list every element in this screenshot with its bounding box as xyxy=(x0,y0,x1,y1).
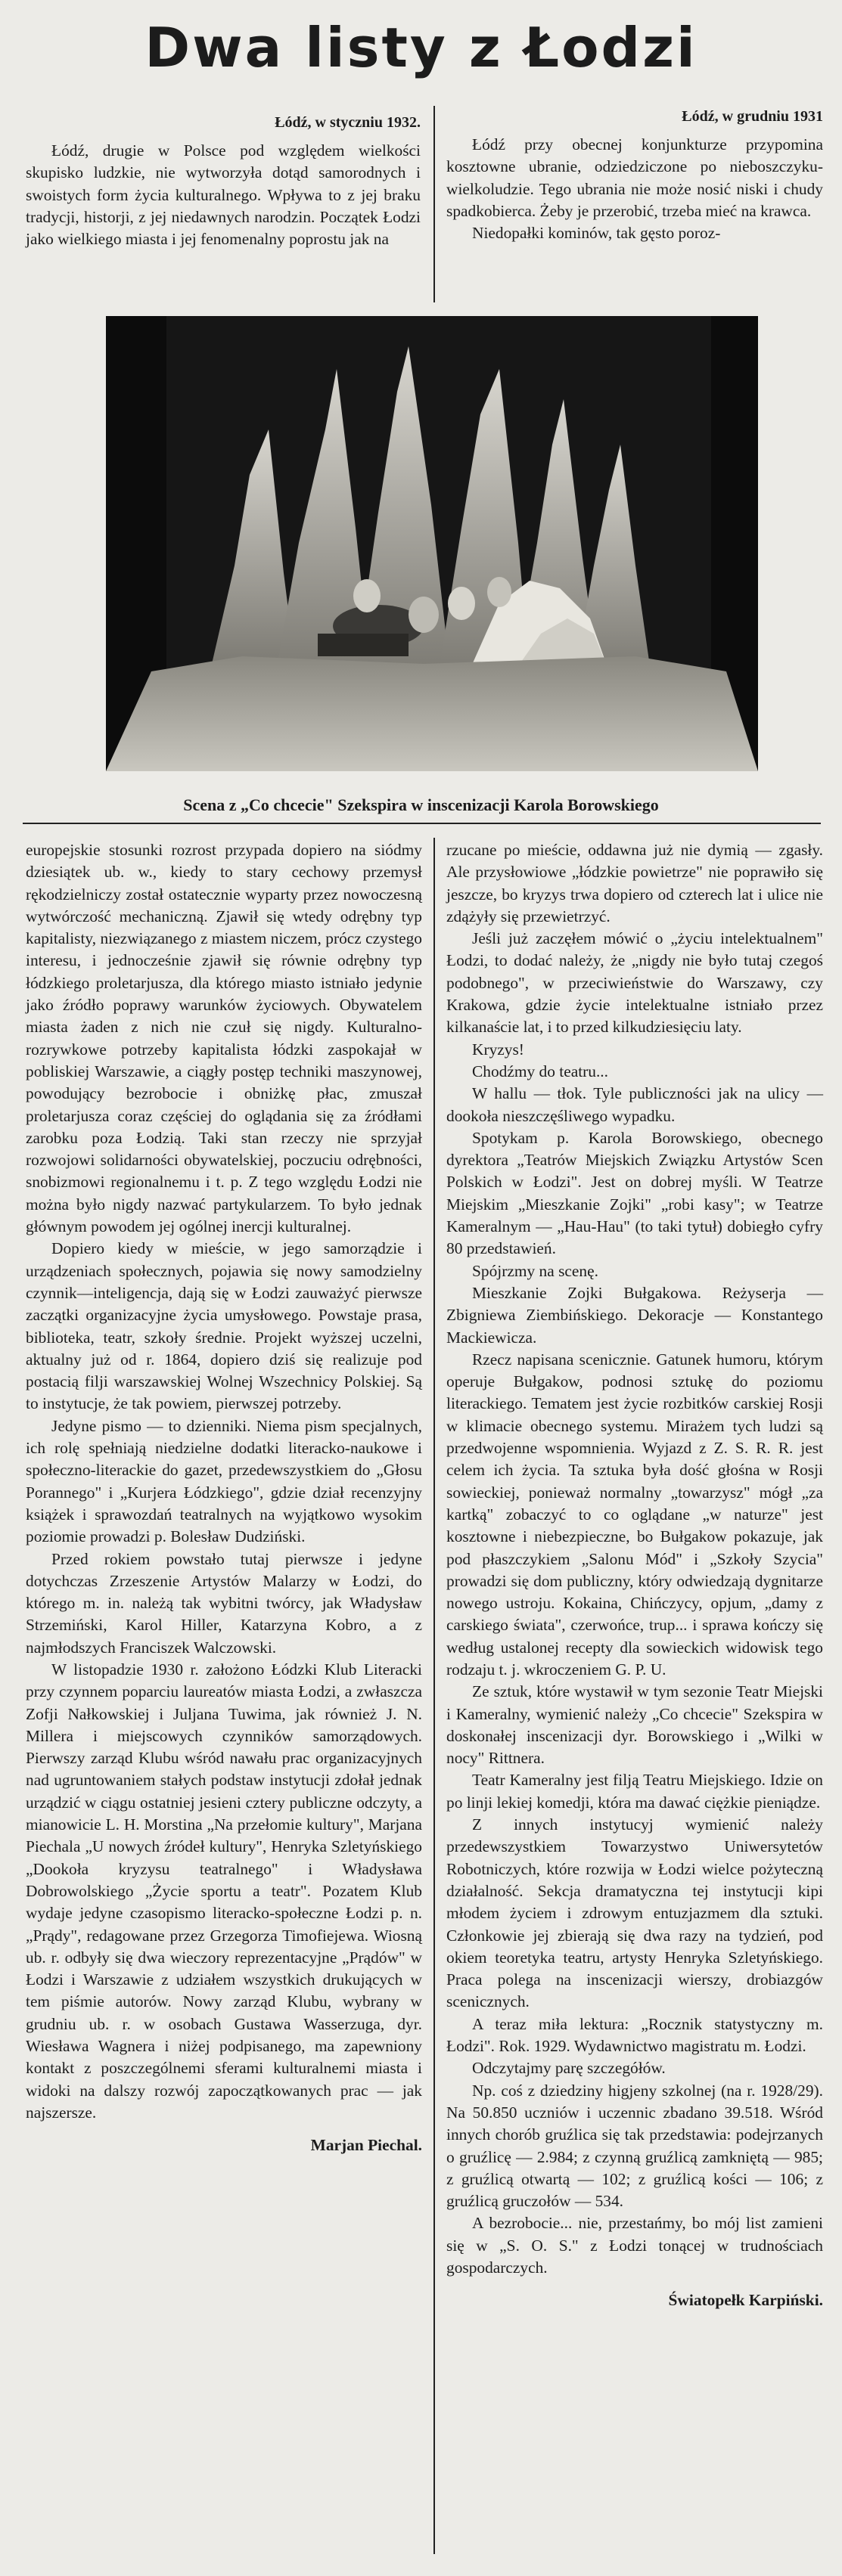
left-body-paragraph: Przed rokiem powstało tutaj pierwsze i jedyne dotychczas Zrzeszenie Artystów Malarzy w Łodzi, do którego m. in. należą tak wybitni twórcy, jak Władysław Strzemiński, Karol Hiller, Katarzyna Kobro, a z najmłodszych Franciszek Walczowski. xyxy=(26,1549,422,1657)
right-body-paragraph: A bezrobocie... nie, przestańmy, bo mój list zamieni się w „S. O. S." z Łodzi tonącej w trudnościach gospodarczych. xyxy=(446,2214,823,2277)
right-body-paragraph: Teatr Kameralny jest filją Teatru Miejskiego. Idzie on po linji lekiej komedji, która ma dawać ciężkie pieniądze. xyxy=(446,1771,823,1812)
right-body-paragraph: Mieszkanie Zojki Bułgakowa. Reżyserja — Zbigniewa Ziembińskiego. Dekoracje — Konstantego Mackiewicza. xyxy=(446,1283,823,1347)
right-dateline: Łódź, w grudniu 1931 xyxy=(682,108,823,125)
right-body-paragraph: W hallu — tłok. Tyle publiczności jak na ulicy — dookoła nieszczęśliwego wypadku. xyxy=(446,1084,823,1125)
caption-rule xyxy=(23,823,821,824)
left-intro-text: Łódź, drugie w Polsce pod względem wielkości skupisko ludzkie, nie wytworzyła dotąd samorodnych i swoistych form życia kulturalnego. Wpływa to z jej braku tradycji, historji, z jej niedawnych narodzin. Początek Łodzi jako wielkiego miasta i jej fenomenalny poprostu jak na xyxy=(26,141,421,249)
right-body-paragraph: A teraz miła lektura: „Rocznik statystyczny m. Łodzi". Rok. 1929. Wydawnictwo magistratu m. Łodzi. xyxy=(446,2014,823,2056)
photo-caption: Scena z „Co chcecie" Szekspira w inscenizacji Karola Borowskiego xyxy=(183,795,659,814)
right-body-paragraph: Ze sztuk, które wystawił w tym sezonie Teatr Miejski i Kameralny, wymienić należy „Co chcecie" Szekspira w doskonałej inscenizacji dyr. Borowskiego i „Wilki w nocy" Rittnera. xyxy=(446,1682,823,1768)
right-intro-p1: Łódź przy obecnej konjunkturze przypomina kosztowne ubranie, odziedziczone po nieboszczyku-wielkoludzie. Tego ubrania nie może nosić niski i chudy spadkobierca. Żeby je przerobić, trzeba mieć na krawca. xyxy=(446,135,823,220)
right-body-paragraph: Np. coś z dziedziny higjeny szkolnej (na r. 1928/29). Na 50.850 uczniów i uczennic zbadano 39.518. Wśród innych chorób gruźlica się tak przedstawia: podejrzanych o gruźlicę — 2.984; z czynną gruźlicą zamkniętą — 985; z gruźlicą otwartą — 102; z gruźlicą kości — 106; z gruźlicą gruczołów — 534. xyxy=(446,2081,823,2211)
stage-scene-image xyxy=(106,316,758,771)
right-intro-p2: Niedopałki kominów, tak gęsto poroz- xyxy=(472,224,721,243)
right-body-paragraph: Odczytajmy parę szczegółów. xyxy=(472,2059,666,2078)
right-body-paragraph: Rzecz napisana scenicznie. Gatunek humoru, którym operuje Bułgakow, podnosi sztukę do poziomu literackiego. Tematem jest życie rozbitków carskiej Rosji w klimacie obecnego systemu. Mirażem tych ludzi są przedwojenne wspomnienia. Wyjazd z Z. S. R. R. jest celem ich życia. Ta sztuka była dość głośna w Rosji sowieckiej, ponieważ normalny „towarzysz" mógł „za kartką" zobaczyć to co oglądane „w naturze" jest kosztowne i niebezpieczne, bo Bułgakow pokazuje, jak pod płaszczykiem „Salonu Mód" i „Szkoły Szycia" prowadzi się dom publiczny, który odwiedzają dygnitarze nowego ustroju. Kokaina, Chińczycy, opjum, „damy z carskiego świata", czerwońce, trup... i sprawa kończy się według ustalonej recepty dla sowieckich widowisk tego rodzaju t. j. wkroczeniem G. P. U. xyxy=(446,1350,823,1679)
right-body-paragraph: Jeśli już zaczęłem mówić o „życiu intelektualnem" Łodzi, to dodać należy, że „nigdy nie było tutaj czegoś podobnego", w przeciwieństwie do Warszawy, czy Krakowa, gdzie życie intelektualne istniało przez kilkanaście lat, i to przed kilkudziesięciu laty. xyxy=(446,929,823,1037)
right-body-paragraph: Spotykam p. Karola Borowskiego, obecnego dyrektora „Teatrów Miejskich Związku Artystów Scen Polskich w Łodzi". Jest on dobrej myśli. W Teatrze Miejskim „Mieszkanie Zojki" „robi kasy"; w Teatrze Kameralnym — „Hau-Hau" (to taki tytuł) dobiegło cyfry 80 przedstawień. xyxy=(446,1128,823,1258)
right-body-paragraph: Kryzys! xyxy=(472,1040,524,1059)
left-letter-intro xyxy=(26,110,421,250)
top-column-divider xyxy=(433,106,435,302)
left-body-paragraph: Dopiero kiedy w mieście, w jego samorządzie i urządzeniach społecznych, pojawia się nowy samodzielny czynnik—inteligencja, dają się w Łodzi zauważyć pierwsze zaczątki organizacyjne życia umysłowego. Powstaje prasa, biblioteka, teatr, szkoły średnie. Projekt wyższej uczelni, aktualny już od r. 1864, dopiero dziś się realizuje pod postacią filji warszawskiej Wolnej Wszechnicy Polskiej. Są to instytucje, że tak powiem, pierwszej potrzeby. xyxy=(26,1239,422,1413)
right-body-paragraph: rzucane po mieście, oddawna już nie dymią — zgasły. Ale przysłowiowe „łódzkie powietrze" nie poprawiło się jeszcze, bo kryzys trwa dopiero od czterech lat i ulice nie zdążyły się przewietrzyć. xyxy=(446,841,823,925)
bottom-column-divider xyxy=(433,838,435,2554)
stage-photograph xyxy=(106,316,758,771)
right-body-paragraph: Chodźmy do teatru... xyxy=(472,1062,609,1080)
right-body-paragraph: Z innych instytucyj wymienić należy przedewszystkiem Towarzystwo Uniwersytetów Robotniczych, które rozwija w Łodzi wielce pożyteczną działalność. Sekcja dramatyczna tej instytucji kipi młodem życiem i zdrowym entuzjazmem dla sztuki. Członkowie jej zbierają się dwa razy na tydzień, pod okiem teoretyka teatru, artysty Henryka Szletyńskiego. Praca polega na inscenizacji wierszy, drobiazgów scenicznych. xyxy=(446,1815,823,2011)
right-letter-body xyxy=(446,839,823,2312)
left-letter-body xyxy=(26,839,422,2157)
left-body-paragraph: europejskie stosunki rozrost przypada dopiero na siódmy dziesiątek ub. w., kiedy to stary cechowy przemysł rękodzielniczy został ostatecznie wyparty przez nowoczesną wytwórczość mechaniczną. Zjawił się wtedy odrębny typ kapitalisty, niezwiązanego z miastem niczem, prócz czystego interesu, i jednocześnie zjawił się równie odrębny typ łódzkiego proletarjusza, dla którego miasto istniało jedynie jako źródło poprawy warunków życiowych. Obywatelem miasta żaden z nich nie czuł się nigdy. Kulturalno-rozrywkowe potrzeby kapitalista łódzki zaspokajał w pobliskiej Warszawie, a ciągły postęp techniki maszynowej, powodujący bezrobocie i obniżkę płac, zmuszał proletarjusza coraz częściej do oglądania się za źródłami zarobku poza Łodzią. Taki stan rzeczy nie sprzyjał rozwojowi solidarności obywatelskiej, poczuciu odrębności, snobizmowi regionalnemu i t. p. Z tego względu Łodzi nie można było nigdy nazwać partykularzem. To było jednak głównym powodem jej ogólnej inercji kulturalnej. xyxy=(26,841,422,1236)
left-dateline: Łódź, w styczniu 1932. xyxy=(275,114,421,131)
right-letter-intro xyxy=(446,104,823,244)
right-body-paragraph: Spójrzmy na scenę. xyxy=(472,1261,598,1280)
article-title: Dwa listy z Łodzi xyxy=(144,16,698,79)
right-signature: Światopełk Karpiński. xyxy=(668,2291,823,2310)
left-signature: Marjan Piechal. xyxy=(310,2136,422,2155)
left-body-paragraph: W listopadzie 1930 r. założono Łódzki Klub Literacki przy czynnem poparciu laureatów miasta Łodzi, a zwłaszcza Zofji Nałkowskiej i Juljana Tuwima, jak również J. N. Millera i miejscowych czynników samorządowych. Pierwszy zarząd Klubu wśród nawału prac organizacyjnych nad ugruntowaniem stałych podstaw instytucji zdołał jednak urządzić w ciągu ostatniej jesieni cztery publiczne odczyty, a mianowicie L. H. Morstina „Na przełomie kultury", Marjana Piechala „U nowych źródeł kultury", Henryka Szletyńskiego „Dookoła kryzysu teatralnego" i Władysława Dobrowolskiego „Życie sportu a teatr". Pozatem Klub wydaje jedyne czasopismo literacko-społeczne Łodzi p. n. „Prądy", redagowane przez Grzegorza Timofiejewa. Wiosną ub. r. odbyły się dwa wieczory reprezentacyjne „Prądów" w Łodzi i Warszawie z udziałem wszystkich drukujących w tem piśmie autorów. Nowy zarząd Klubu, wybrany w grudniu ub. r. w osobach Gustawa Wasserzuga, dyr. Wiesława Wagnera i niżej podpisanego, ma zapewniony kontakt z poszczególnemi sferami kulturalnemi miasta i widoki na dalszy rozwój zapoczątkowanych prac — jak najszersze. xyxy=(26,1660,422,2122)
left-body-paragraph: Jedyne pismo — to dzienniki. Niema pism specjalnych, ich rolę spełniają niedzielne dodatki literacko-naukowe i społeczno-literackie do gazet, przedewszystkiem do „Głosu Porannego" i „Kurjera Łódzkiego", gdzie dział recenzyjny książek i sprawozdań teatralnych na wyjątkowo wysokim poziomie prowadzi p. Bolesław Dudziński. xyxy=(26,1416,422,1546)
